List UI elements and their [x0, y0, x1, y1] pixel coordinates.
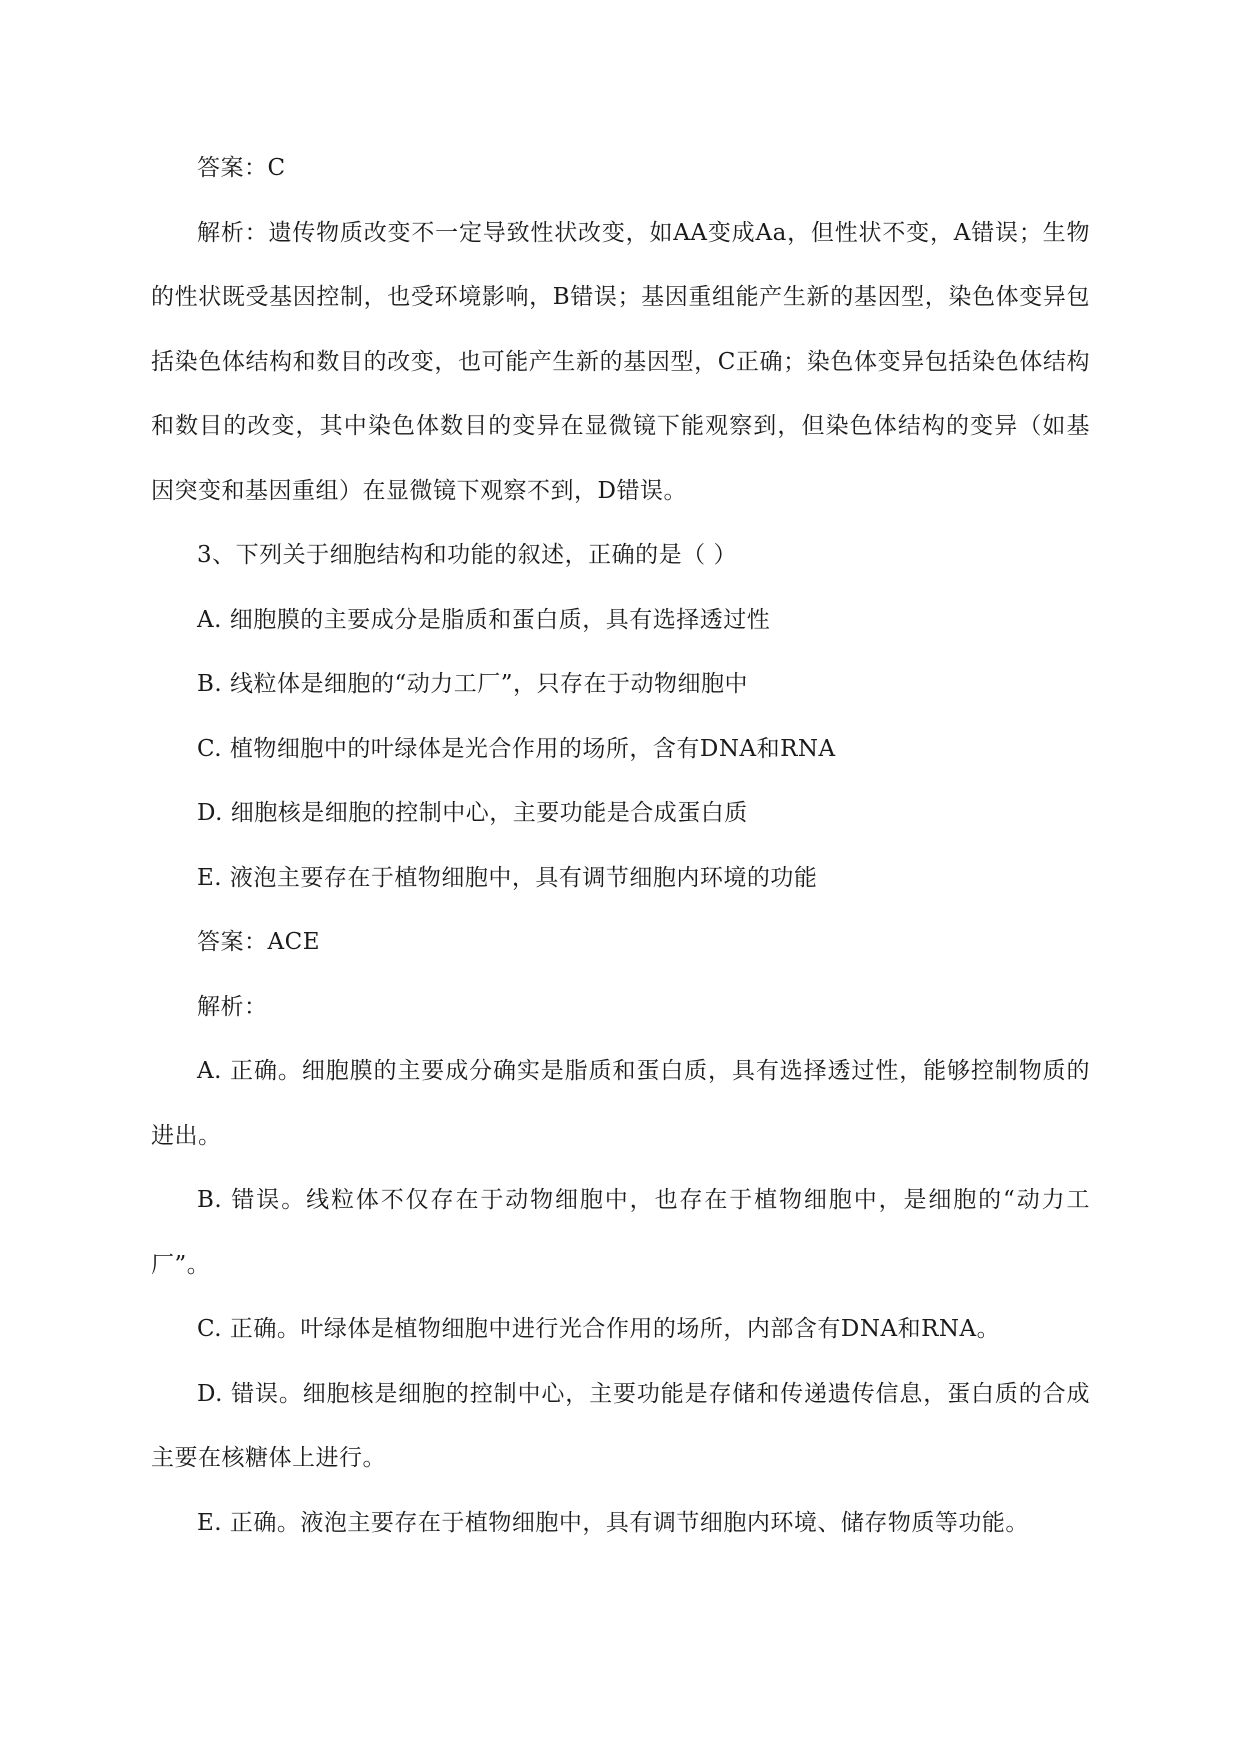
explanation-e: E. 正确。液泡主要存在于植物细胞中，具有调节细胞内环境、储存物质等功能。 [197, 1509, 1029, 1536]
question-3-stem: 3、下列关于细胞结构和功能的叙述，正确的是（ ） [197, 542, 737, 568]
explanation-b: B. 错误。线粒体不仅存在于动物细胞中，也存在于植物细胞中，是细胞的“动力工厂”。 [151, 1187, 1090, 1278]
option-a: A. 细胞膜的主要成分是脂质和蛋白质，具有选择透过性 [197, 606, 771, 633]
explanation-d: D. 错误。细胞核是细胞的控制中心，主要功能是存储和传递遗传信息，蛋白质的合成主要在核糖体上进行。 [151, 1380, 1090, 1471]
question-3-answer: 答案：ACE [197, 929, 320, 955]
option-d: D. 细胞核是细胞的控制中心，主要功能是合成蛋白质 [197, 800, 748, 826]
previous-explanation: 解析：遗传物质改变不一定导致性状改变，如AA变成Aa，但性状不变，A错误；生物的性状既受基因控制，也受环境影响，B错误；基因重组能产生新的基因型，染色体变异包括染色体结构和数目的改变，也可能产生新的基因型，C正确；染色体变异包括染色体结构和数目的改变，其中染色体数目的变异在显微镜下能观察到，但染色体结构的变异（如基因突变和基因重组）在显微镜下观察不到，D错误。 [151, 219, 1090, 504]
option-b: B. 线粒体是细胞的“动力工厂”，只存在于动物细胞中 [197, 671, 749, 697]
previous-answer: 答案：C [197, 155, 286, 181]
explanation-a: A. 正确。细胞膜的主要成分确实是脂质和蛋白质，具有选择透过性，能够控制物质的进出。 [151, 1058, 1090, 1149]
option-e: E. 液泡主要存在于植物细胞中，具有调节细胞内环境的功能 [197, 864, 818, 891]
document-body [151, 136, 1090, 1555]
explanation-c: C. 正确。叶绿体是植物细胞中进行光合作用的场所，内部含有DNA和RNA。 [197, 1316, 1001, 1342]
option-c: C. 植物细胞中的叶绿体是光合作用的场所，含有DNA和RNA [197, 735, 836, 762]
explanation-heading: 解析： [197, 993, 268, 1020]
